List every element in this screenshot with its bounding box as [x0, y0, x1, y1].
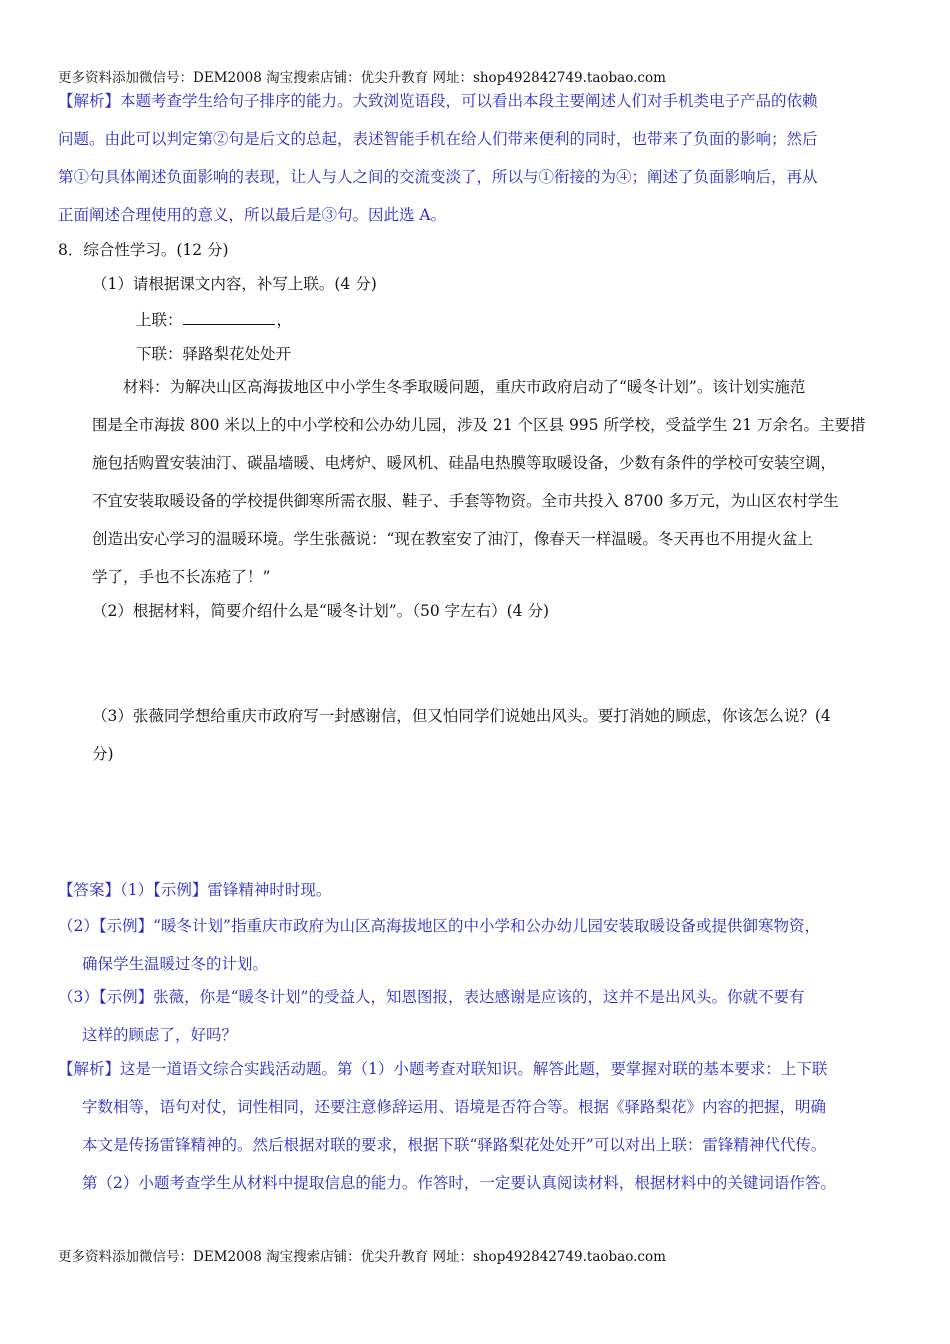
answer-line: 这样的顾虑了，好吗？ — [82, 1026, 238, 1044]
answer-line: （3）【示例】张薇，你是“暖冬计划”的受益人，知恩图报，表达感谢是应该的，这并不是出风头。你就不要有 — [58, 988, 805, 1006]
prev-analysis-line: 第①句具体阐述负面影响的表现，让人与人之间的交流变淡了，所以与①衔接的为④；阐述了负面影响后，再从 — [58, 168, 818, 186]
analysis-line: 【解析】这是一道语文综合实践活动题。第（1）小题考查对联知识。解答此题，要掌握对联的基本要求：上下联 — [58, 1060, 828, 1078]
analysis-line: 字数相等，语句对仗，词性相同，还要注意修辞运用、语境是否符合等。根据《驿路梨花》内容的把握，明确 — [82, 1098, 827, 1116]
sub-question-2: （2）根据材料，简要介绍什么是“暖冬计划”。（50 字左右）(4 分) — [92, 602, 549, 620]
material-line: 材料：为解决山区高海拔地区中小学生冬季取暖问题，重庆市政府启动了“暖冬计划”。该计划实施范 — [123, 378, 806, 396]
prev-analysis-line: 正面阐述合理使用的意义，所以最后是③句。因此选 A。 — [58, 206, 447, 224]
page-header: 更多资料添加微信号：DEM2008 淘宝搜索店铺：优尖升教育 网址：shop492842749.taobao.com — [58, 70, 666, 86]
material-line: 创造出安心学习的温暖环境。学生张薇说：“现在教室安了油汀，像春天一样温暖。冬天再也不用提火盆上 — [92, 530, 813, 548]
sub-question-1: （1）请根据课文内容，补写上联。(4 分) — [92, 275, 377, 293]
sub-question-3: （3）张薇同学想给重庆市政府写一封感谢信，但又怕同学们说她出风头。要打消她的顾虑，你该怎么说？(4 — [92, 707, 831, 725]
question-title: 8．综合性学习。(12 分) — [58, 241, 229, 259]
material-line: 学了，手也不长冻疮了！” — [92, 568, 271, 586]
material-line: 围是全市海拔 800 米以上的中小学校和公办幼儿园，涉及 21 个区县 995 所学校，受益学生 21 万余名。主要措 — [92, 416, 866, 434]
upper-couplet — [136, 310, 292, 330]
prev-analysis-line: 问题。由此可以判定第②句是后文的总起，表述智能手机在给人们带来便利的同时，也带来了负面的影响；然后 — [58, 130, 818, 148]
page-footer: 更多资料添加微信号：DEM2008 淘宝搜索店铺：优尖升教育 网址：shop492842749.taobao.com — [58, 1249, 666, 1265]
lower-couplet: 下联：驿路梨花处处开 — [136, 345, 292, 363]
material-line: 不宜安装取暖设备的学校提供御寒所需衣服、鞋子、手套等物资。全市共投入 8700 多万元，为山区农村学生 — [92, 492, 839, 510]
answer-line: 【答案】（1）【示例】雷锋精神时时现。 — [58, 881, 332, 899]
prev-analysis-line: 【解析】本题考查学生给句子排序的能力。大致浏览语段，可以看出本段主要阐述人们对手机类电子产品的依赖 — [58, 92, 818, 110]
answer-line: 确保学生温暖过冬的计划。 — [82, 955, 269, 973]
analysis-line: 第（2）小题考查学生从材料中提取信息的能力。作答时，一定要认真阅读材料，根据材料中的关键词语作答。 — [82, 1174, 836, 1192]
upper-couplet-label: 上联： — [136, 311, 183, 329]
answer-blank — [183, 310, 275, 325]
answer-line: （2）【示例】“暖冬计划”指重庆市政府为山区高海拔地区的中小学和公办幼儿园安装取暖设备或提供御寒物资， — [58, 917, 820, 935]
material-line: 施包括购置安装油汀、碳晶墙暖、电烤炉、暖风机、硅晶电热膜等取暖设备，少数有条件的学校可安装空调， — [92, 454, 837, 472]
analysis-line: 本文是传扬雷锋精神的。然后根据对联的要求，根据下联“驿路梨花处处开”可以对出上联：雷锋精神代代传。 — [82, 1136, 827, 1154]
upper-couplet-end: ， — [276, 311, 293, 329]
sub-question-3-cont: 分) — [92, 745, 114, 763]
